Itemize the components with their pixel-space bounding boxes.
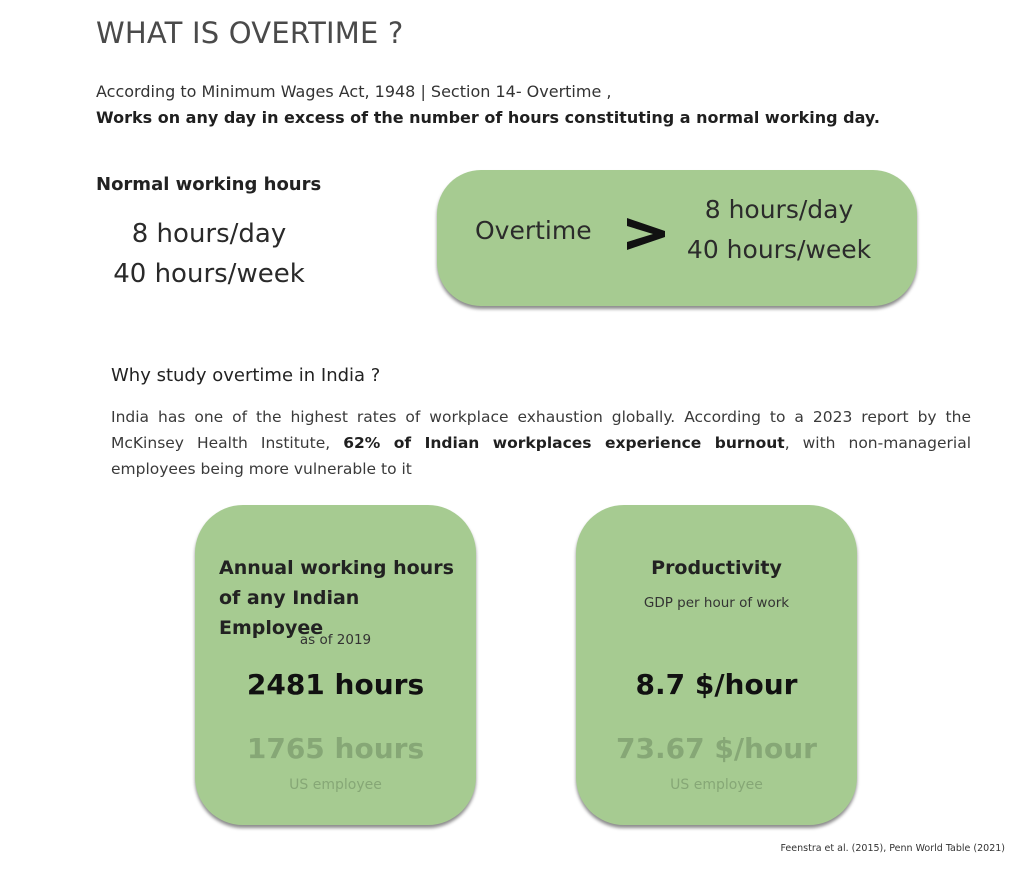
- greater-than-icon: [625, 216, 667, 252]
- act-reference: According to Minimum Wages Act, 1948 | Section 14- Overtime ,: [96, 82, 612, 101]
- overtime-label: Overtime: [475, 216, 592, 245]
- productivity-title: Productivity: [651, 557, 782, 579]
- overtime-definition: Works on any day in excess of the number of hours constituting a normal working day.: [96, 108, 880, 127]
- us-employee-label: US employee: [289, 777, 382, 793]
- overtime-per-day: 8 hours/day: [704, 195, 854, 224]
- annual-hours-subtitle: as of 2019: [299, 632, 372, 648]
- annual-hours-title: Annual working hours of any Indian Employee: [219, 557, 454, 639]
- burnout-stat: 62% of Indian workplaces experience burnout: [343, 434, 785, 452]
- why-study-paragraph: [111, 404, 971, 482]
- normal-hours-values: [96, 214, 322, 294]
- why-text-end: , with non-managerial employees being more vulnerable to it: [111, 434, 972, 478]
- us-employee-label: US employee: [670, 777, 763, 793]
- india-productivity: 8.7 $/hour: [635, 668, 798, 701]
- why-text-start: India has one of the highest rates of workplace exhaustion globally. According to a 2023 report by the McKinsey Health Institute,: [111, 408, 971, 452]
- source-citation: Feenstra et al. (2015), Penn World Table (2021): [780, 843, 1005, 854]
- page-title: WHAT IS OVERTIME ?: [96, 16, 404, 50]
- us-annual-hours: 1765 hours: [246, 732, 425, 765]
- productivity-card: [576, 505, 857, 825]
- normal-hours-per-week: 40 hours/week: [113, 259, 305, 289]
- annual-hours-card: [195, 505, 476, 825]
- us-productivity: 73.67 $/hour: [616, 732, 817, 765]
- normal-hours-heading: Normal working hours: [96, 174, 322, 195]
- overtime-per-week: 40 hours/week: [686, 235, 872, 264]
- normal-hours-per-day: 8 hours/day: [131, 219, 287, 249]
- overtime-panel: [437, 170, 917, 306]
- why-study-heading: Why study overtime in India ?: [111, 365, 381, 386]
- overtime-values: [677, 190, 881, 270]
- productivity-subtitle: GDP per hour of work: [643, 595, 790, 611]
- india-annual-hours: 2481 hours: [246, 668, 425, 701]
